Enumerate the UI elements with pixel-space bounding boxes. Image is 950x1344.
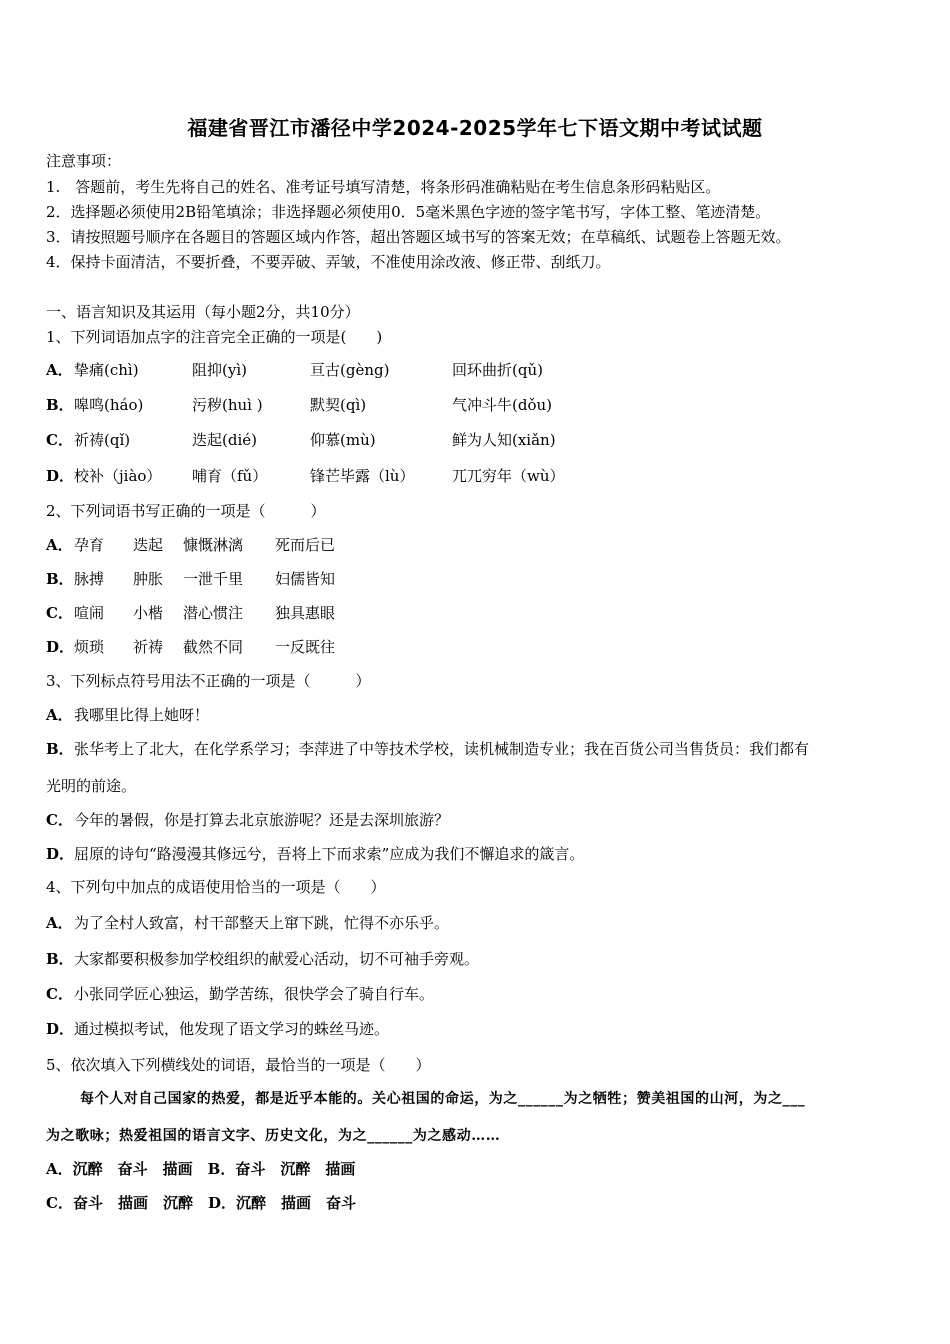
- option-label: C．: [46, 985, 73, 1003]
- option-label: D．: [46, 638, 75, 656]
- option-item: 烦琐: [74, 638, 105, 656]
- option-item: 校补（jiào）: [74, 467, 162, 485]
- option-text: 我哪里比得上她呀！: [74, 706, 210, 724]
- option-text: 小张同学匠心独运，勤学苦练，很快学会了骑自行车。: [74, 985, 435, 1003]
- passage-text: 为之牺牲；赞美祖国的山河，为之: [563, 1091, 783, 1107]
- option-label: C．: [46, 604, 73, 622]
- notice-item-3: 3．请按照题号顺序在各题目的答题区域内作答，超出答题区域书写的答案无效；在草稿纸、试题卷上答题无效。: [46, 228, 791, 246]
- option-item: 祈祷: [133, 638, 164, 656]
- option-item: 回环曲折(qǔ): [452, 361, 543, 379]
- option-label: A．: [46, 706, 73, 724]
- option-item: 祈祷(qǐ): [74, 431, 131, 449]
- option-item: 慷慨淋漓: [183, 536, 244, 554]
- option-label: B．: [46, 396, 74, 414]
- question-1-stem: 1、下列词语加点字的注音完全正确的一项是( ): [46, 328, 383, 346]
- option-label: D．: [46, 845, 75, 863]
- question-3-stem: 3、下列标点符号用法不正确的一项是（ ）: [46, 672, 371, 690]
- passage-text: 为之歌咏；热爱祖国的语言文字、历史文化，为之: [46, 1128, 368, 1144]
- option-item: 迭起(dié): [192, 431, 257, 449]
- option-text: 张华考上了北大，在化学系学习；李萍进了中等技术学校，读机械制造专业；我在百货公司当售货员：我们都有: [74, 740, 810, 758]
- notice-heading: 注意事项：: [46, 152, 122, 170]
- fill-blank-3: ______: [367, 1128, 413, 1144]
- q5-options-row-1: A．沉醉 奋斗 描画 B．奋斗 沉醉 描画: [46, 1160, 356, 1178]
- option-item: 哺育（fǔ）: [192, 467, 268, 485]
- notice-item-2: 2．选择题必须使用2B铅笔填涂；非选择题必须使用0．5毫米黑色字迹的签字笔书写，字体工整、笔迹清楚。: [46, 203, 771, 221]
- section-heading: 一、语言知识及其运用（每小题2分，共10分）: [46, 303, 360, 321]
- option-item: 嗥鸣(háo): [74, 396, 144, 414]
- fill-blank-2: ___: [782, 1091, 806, 1107]
- option-item: 气冲斗牛(dǒu): [452, 396, 552, 414]
- option-item: 亘古(gèng): [310, 361, 390, 379]
- question-4-stem: 4、下列句中加点的成语使用恰当的一项是（ ）: [46, 878, 386, 896]
- option-item: 潜心惯注: [183, 604, 244, 622]
- option-item: 默契(qì): [310, 396, 367, 414]
- passage-text: 每个人对自己国家的热爱，都是近乎本能的。关心祖国的命运，为之: [80, 1091, 518, 1107]
- option-label: D．: [46, 1020, 75, 1038]
- option-text: 通过模拟考试，他发现了语文学习的蛛丝马迹。: [74, 1020, 390, 1038]
- option-label: C．: [46, 431, 73, 449]
- option-item: 小楷: [133, 604, 164, 622]
- option-label: B．: [46, 950, 74, 968]
- option-item: 孕育: [74, 536, 105, 554]
- option-item: 仰慕(mù): [310, 431, 376, 449]
- option-text: 大家都要积极参加学校组织的献爱心活动，切不可袖手旁观。: [74, 950, 480, 968]
- option-text: 屈原的诗句“路漫漫其修远兮，吾将上下而求索”应成为我们不懈追求的箴言。: [74, 845, 585, 863]
- option-label: B．: [46, 570, 74, 588]
- option-label: D．: [46, 467, 75, 485]
- fill-blank-1: ______: [518, 1091, 564, 1107]
- question-5-stem: 5、依次填入下列横线处的词语，最恰当的一项是（ ）: [46, 1056, 431, 1074]
- option-item: 污秽(huì ): [192, 396, 263, 414]
- q5-options-row-2: C．奋斗 描画 沉醉 D．沉醉 描画 奋斗: [46, 1194, 356, 1212]
- option-label: C．: [46, 811, 73, 829]
- q3-option-b-continued: 光明的前途。: [46, 777, 137, 795]
- option-item: 肿胀: [133, 570, 164, 588]
- notice-item-1: 1. 答题前，考生先将自己的姓名、准考证号填写清楚，将条形码准确粘贴在考生信息条形码粘贴区。: [46, 178, 721, 196]
- option-label: A．: [46, 361, 73, 379]
- option-item: 阻抑(yì): [192, 361, 247, 379]
- option-item: 妇儒皆知: [275, 570, 336, 588]
- option-item: 独具惠眼: [275, 604, 336, 622]
- option-item: 喧闹: [74, 604, 105, 622]
- option-item: 兀兀穷年（wù）: [452, 467, 565, 485]
- option-label: B．: [46, 740, 74, 758]
- option-item: 死而后已: [275, 536, 336, 554]
- passage-text: 为之感动……: [412, 1128, 501, 1144]
- question-2-stem: 2、下列词语书写正确的一项是（ ）: [46, 502, 326, 520]
- option-item: 挚痛(chì): [74, 361, 139, 379]
- notice-item-4: 4．保持卡面清洁，不要折叠，不要弄破、弄皱，不准使用涂改液、修正带、刮纸刀。: [46, 253, 611, 271]
- exam-title: 福建省晋江市潘径中学2024-2025学年七下语文期中考试试题: [187, 116, 763, 140]
- option-item: 鲜为人知(xiǎn): [452, 431, 556, 449]
- option-item: 一泄千里: [183, 570, 244, 588]
- passage-line-2: [46, 1126, 500, 1146]
- option-text: 为了全村人致富，村干部整天上窜下跳，忙得不亦乐乎。: [74, 914, 450, 932]
- option-label: A．: [46, 914, 73, 932]
- passage-line-1: [80, 1089, 805, 1109]
- option-item: 截然不同: [183, 638, 244, 656]
- option-item: 迭起: [133, 536, 164, 554]
- option-text: 今年的暑假，你是打算去北京旅游呢？还是去深圳旅游？: [74, 811, 450, 829]
- option-label: A．: [46, 536, 73, 554]
- option-item: 脉搏: [74, 570, 105, 588]
- option-item: 锋芒毕露（lù）: [310, 467, 415, 485]
- option-item: 一反既往: [275, 638, 336, 656]
